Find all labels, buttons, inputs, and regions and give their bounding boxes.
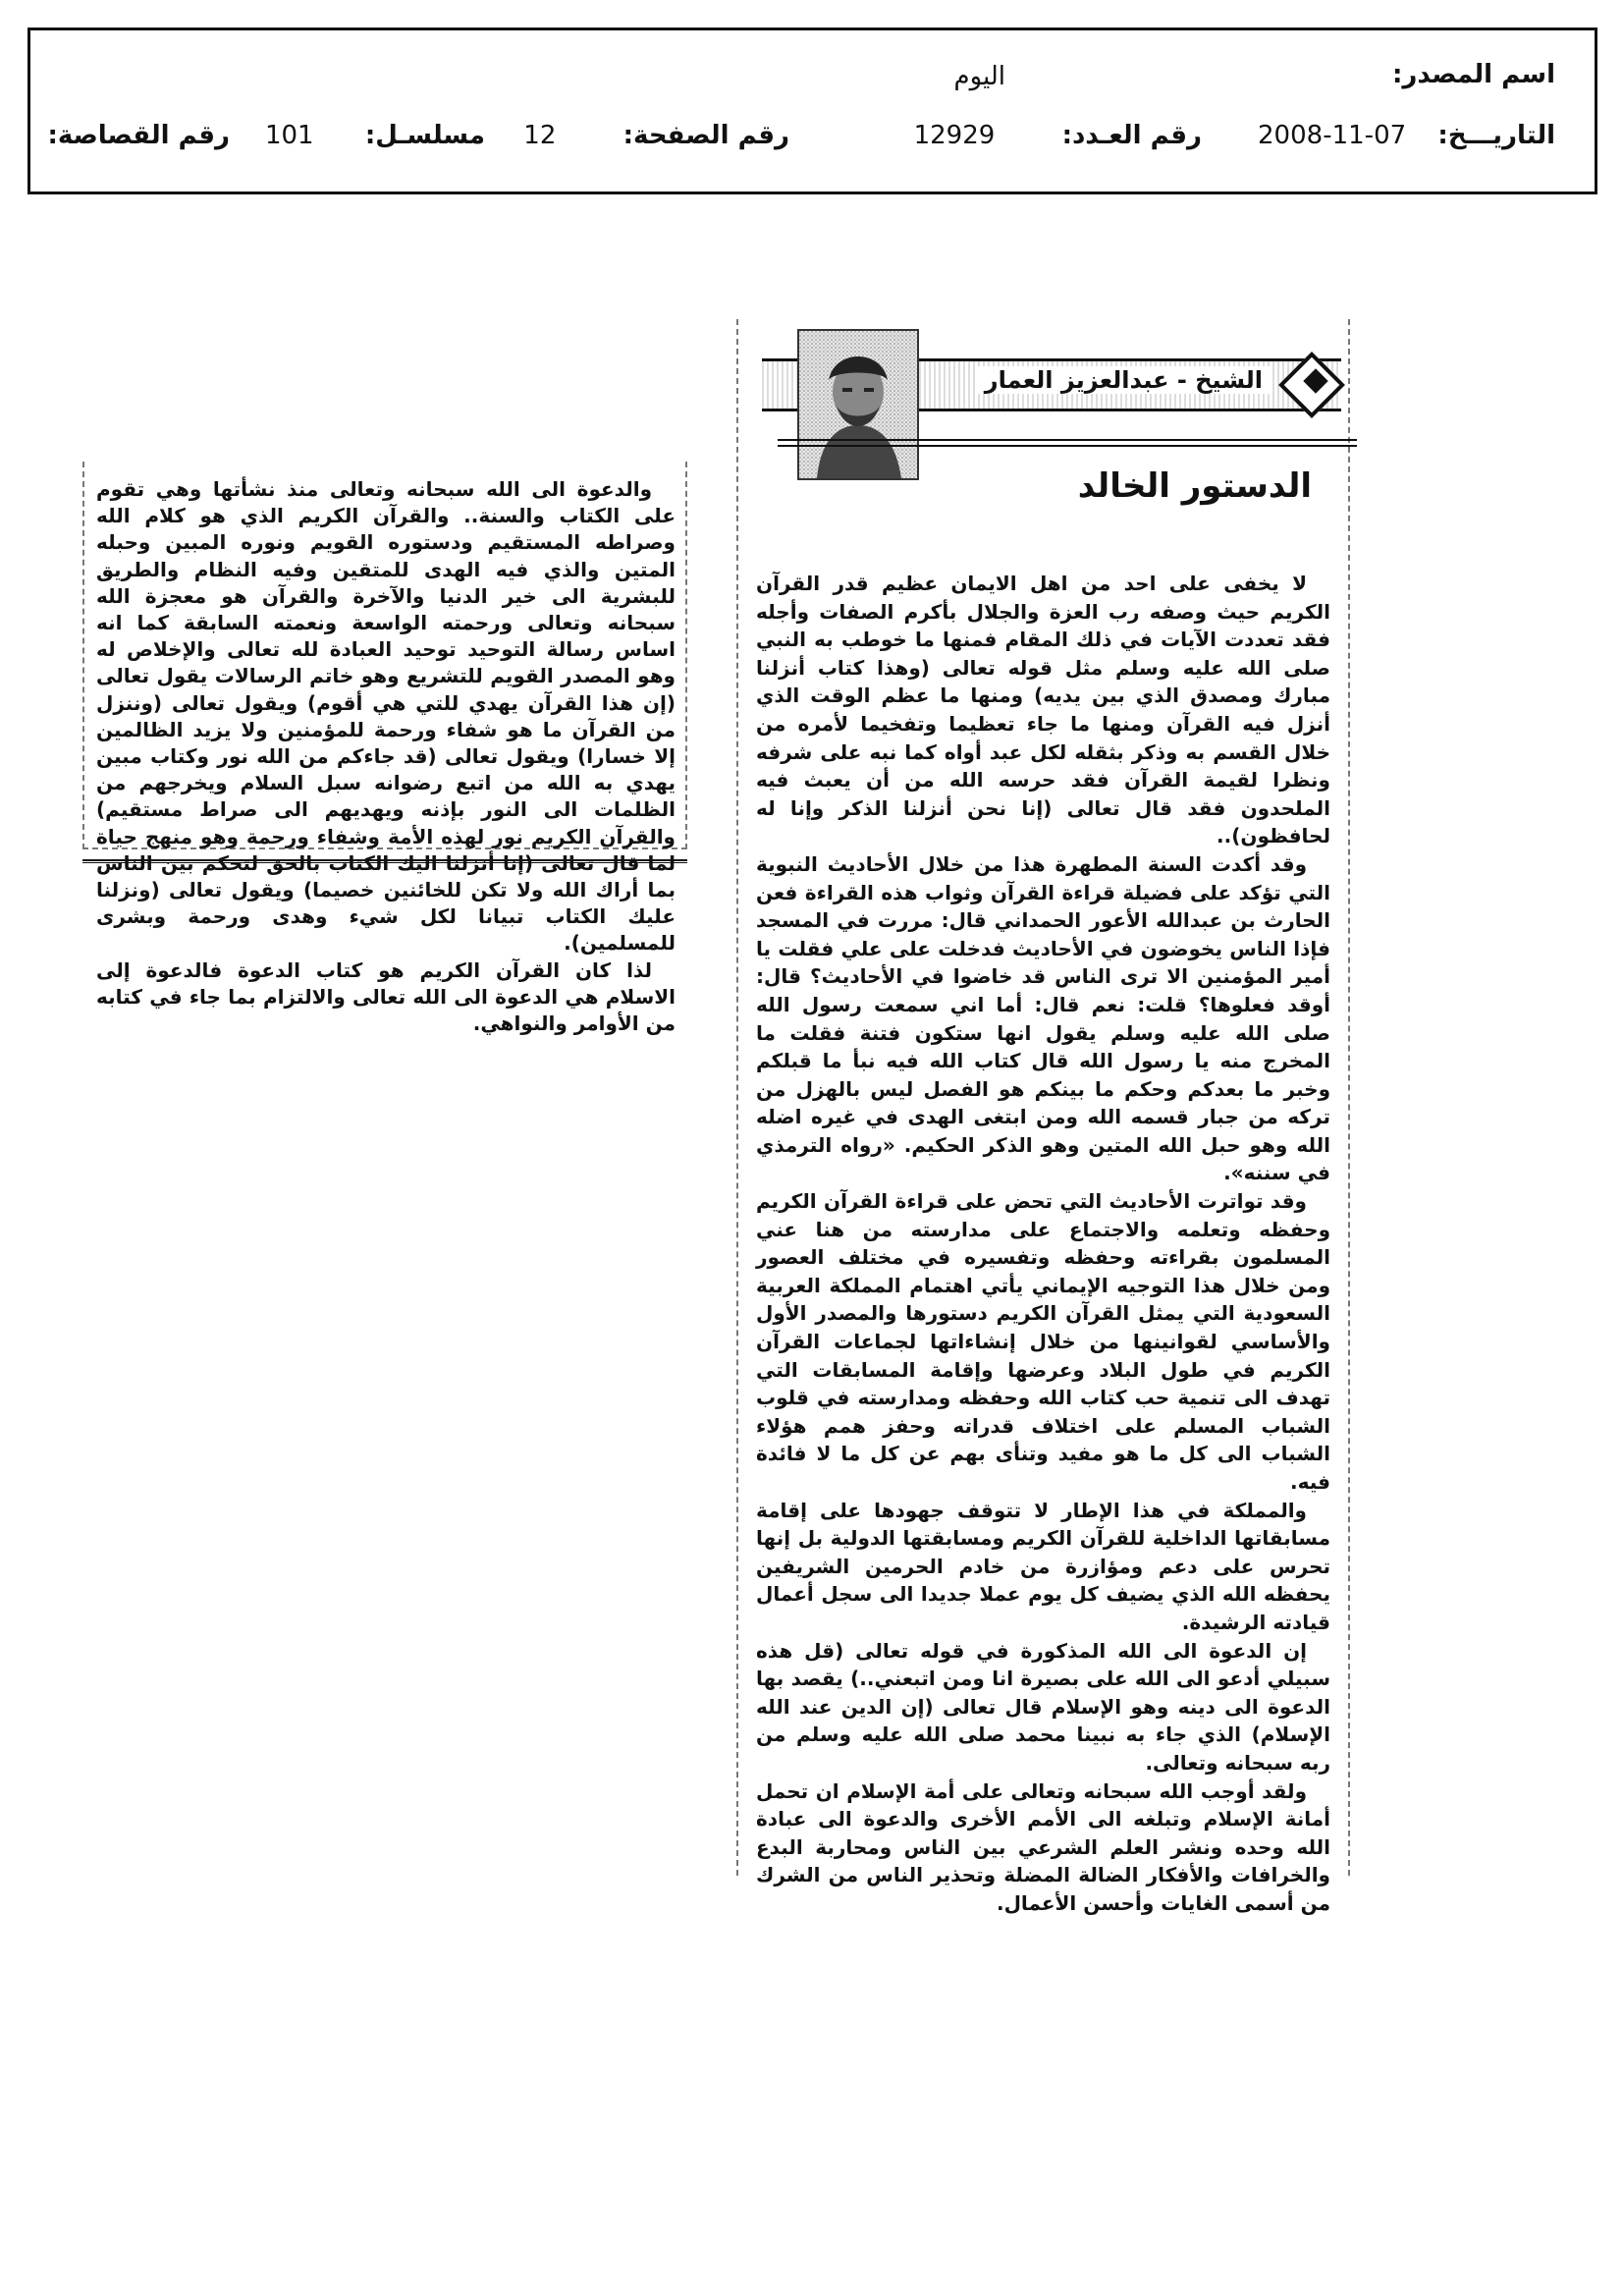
date-label: التاريـــخ: [1437, 121, 1555, 150]
author-portrait-icon [799, 331, 917, 478]
date-value: 07-11-2008 [1258, 121, 1407, 150]
clipping-header [27, 27, 1597, 194]
paragraph: لذا كان القرآن الكريم هو كتاب الدعوة فالدعوة إلى الاسلام هي الدعوة الى الله تعالى والالتزام بما جاء في كتابه من الأوامر والنواهي. [96, 957, 676, 1036]
article-body-left [96, 476, 676, 1037]
issue-value: 12929 [913, 121, 996, 150]
paragraph: والدعوة الى الله سبحانه وتعالى منذ نشأتها وهي تقوم على الكتاب والسنة.. والقرآن الكريم الذي هو كلام الله وصراطه المستقيم ودستوره القويم ونوره المبين وحبله المتين والذي فيه الهدى للمتقين وفيه النظام والطريق للبشرية الى خير الدنيا والآخرة والقرآن هو معجزة الله سبحانه وتعالى ورحمته الواسعة ونعمته السابقة كما انه اساس رسالة التوحيد توحيد العبادة لله تعالى والإخلاص له وهو المصدر القويم للتشريع وهو خاتم الرسالات يقول تعالى (إن هذا القرآن يهدي للتي هي أقوم) ويقول تعالى (وننزل من القرآن ما هو شفاء ورحمة للمؤمنين ولا يزيد الظالمين إلا خسارا) ويقول تعالى (قد جاءكم من الله نور وكتاب مبين يهدي به الله من اتبع رضوانه سبل السلام ويخرجهم من الظلمات الى النور بإذنه ويهديهم الى صراط مستقيم) والقرآن الكريم نور لهذه الأمة وشفاء ورحمة وهو منهج حياة لما قال تعالى (إنا أنزلنا اليك الكتاب بالحق لتحكم بين الناس بما أراك الله ولا تكن للخائنين خصيما) ويقول تعالى (ونزلنا عليك الكتاب تبيانا لكل شيء وهدى ورحمة وبشرى للمسلمين). [96, 477, 676, 956]
paragraph: وقد تواترت الأحاديث التي تحض على قراءة القرآن الكريم وحفظه وتعلمه والاجتماع على مدارسته من هنا عني المسلمون بقراءته وحفظه وتفسيره في مختلف العصور ومن خلال هذا التوجيه الإيماني يأتي اهتمام المملكة العربية السعودية التي يمثل القرآن الكريم دستورها والمصدر الأول والأساسي لقوانينها من خلال إنشاءاتها لجماعات القرآن الكريم في طول البلاد وعرضها وإقامة المسابقات التي تهدف الى تنمية حب كتاب الله وحفظه ومدارسته في قلوب الشباب المسلم على اختلاف قدراته وحفز همم هؤلاء الشباب الى كل ما هو مفيد وتنأى بهم عن كل ما لا فائدة فيه. [756, 1189, 1330, 1494]
clipping-label: رقم القصاصة: [47, 121, 230, 150]
paragraph: والمملكة في هذا الإطار لا تتوقف جهودها على إقامة مسابقاتها الداخلية للقرآن الكريم ومسابقتها الدولية بل إنها تحرس على دعم ومؤازرة من خادم الحرمين الشريفين يحفظه الله الذي يضيف كل يوم عملا جديدا الى سجل أعمال قيادته الرشيدة. [756, 1498, 1330, 1634]
source-field [1392, 60, 1555, 89]
byline-bar [762, 319, 1341, 506]
page-value: 12 [523, 121, 557, 150]
page-field [523, 121, 789, 150]
paragraph: وقد أكدت السنة المطهرة هذا من خلال الأحاديث النبوية التي تؤكد على فضيلة قراءة القرآن وثواب هذه القراءة فعن الحارث بن عبدالله الأعور الحمداني قال: مررت في المسجد فإذا الناس يخوضون في الأحاديث فدخلت على علي فقلت يا أمير المؤمنين الا ترى الناس قد خاضوا في الأحاديث؟ قال: أوقد فعلوها؟ قلت: نعم قال: أما اني سمعت رسول الله صلى الله عليه وسلم يقول انها ستكون فتنة فقلت ما المخرج منه يا رسول الله قال كتاب الله فيه نبأ ما قبلكم وخبر ما بعدكم وحكم ما بينكم هو الفصل ليس بالهزل من تركه من جبار قسمه الله ومن ابتغى الهدى في غيره اضله الله وهو حبل الله المتين وهو الذكر الحكيم. «رواه الترمذي في سننه». [756, 851, 1330, 1185]
title-rule [778, 439, 1357, 447]
paragraph: ولقد أوجب الله سبحانه وتعالى على أمة الإسلام ان تحمل أمانة الإسلام وتبلغه الى الأمم الأخرى والدعوة الى عبادة الله وحده ونشر العلم الشرعي بين الناس ومحاربة البدع والخرافات والأفكار الضالة المضلة وتحذير الناس من الشرك من أسمى الغايات وأحسن الأعمال. [756, 1778, 1330, 1915]
serial-field [265, 121, 485, 150]
issue-field [914, 121, 1202, 150]
article-body-right [756, 570, 1330, 1918]
article-left-column [82, 462, 687, 1036]
serial-value: 101 [264, 121, 314, 150]
source-value [953, 62, 1005, 91]
page-label: رقم الصفحة: [622, 121, 789, 150]
article-right-column [736, 319, 1350, 1915]
paragraph: لا يخفى على احد من اهل الايمان عظيم قدر القرآن الكريم حيث وصفه رب العزة والجلال بأكرم الصفات وأجله فقد تعددت الآيات في ذلك المقام فمنها ما خوطب به النبي صلى الله عليه وسلم مثل قوله تعالى (وهذا كتاب أنزلنا مبارك ومصدق الذي بين يديه) ومنها ما عظم الوقت الذي أنزل فيه القرآن ومنها ما جاء تعظيما وتفخيما لأمره من خلال القسم به وذكر بثقله لكل عبد أواه كما نبه على شرفه ونظرا لقيمة القرآن فقد حرسه الله من أن يعبث فيه الملحدون فقد قال تعالى (إنا نحن أنزلنا الذكر وإنا له لحافظون).. [756, 572, 1330, 848]
issue-label: رقم العـدد: [1061, 121, 1202, 150]
column-end-rule [82, 859, 687, 863]
serial-label: مسلسـل: [364, 121, 485, 150]
source-name: اليوم [953, 62, 1005, 91]
paragraph: إن الدعوة الى الله المذكورة في قوله تعالى (قل هذه سبيلي أدعو الى الله على بصيرة انا ومن اتبعني..) يقصد بها الدعوة الى دينه وهو الإسلام قال تعالى (إن الدين عند الله الإسلام) الذي جاء به نبينا محمد صلى الله عليه وسلم من ربه سبحانه وتعالى. [756, 1638, 1330, 1775]
source-label: اسم المصدر: [1391, 60, 1555, 89]
author-name: الشيخ - عبدالعزيز العمار [975, 366, 1272, 394]
article-title: الدستور الخالد [1077, 466, 1312, 506]
author-photo [797, 329, 919, 480]
clipping-field [0, 121, 230, 150]
date-field [1258, 121, 1555, 150]
